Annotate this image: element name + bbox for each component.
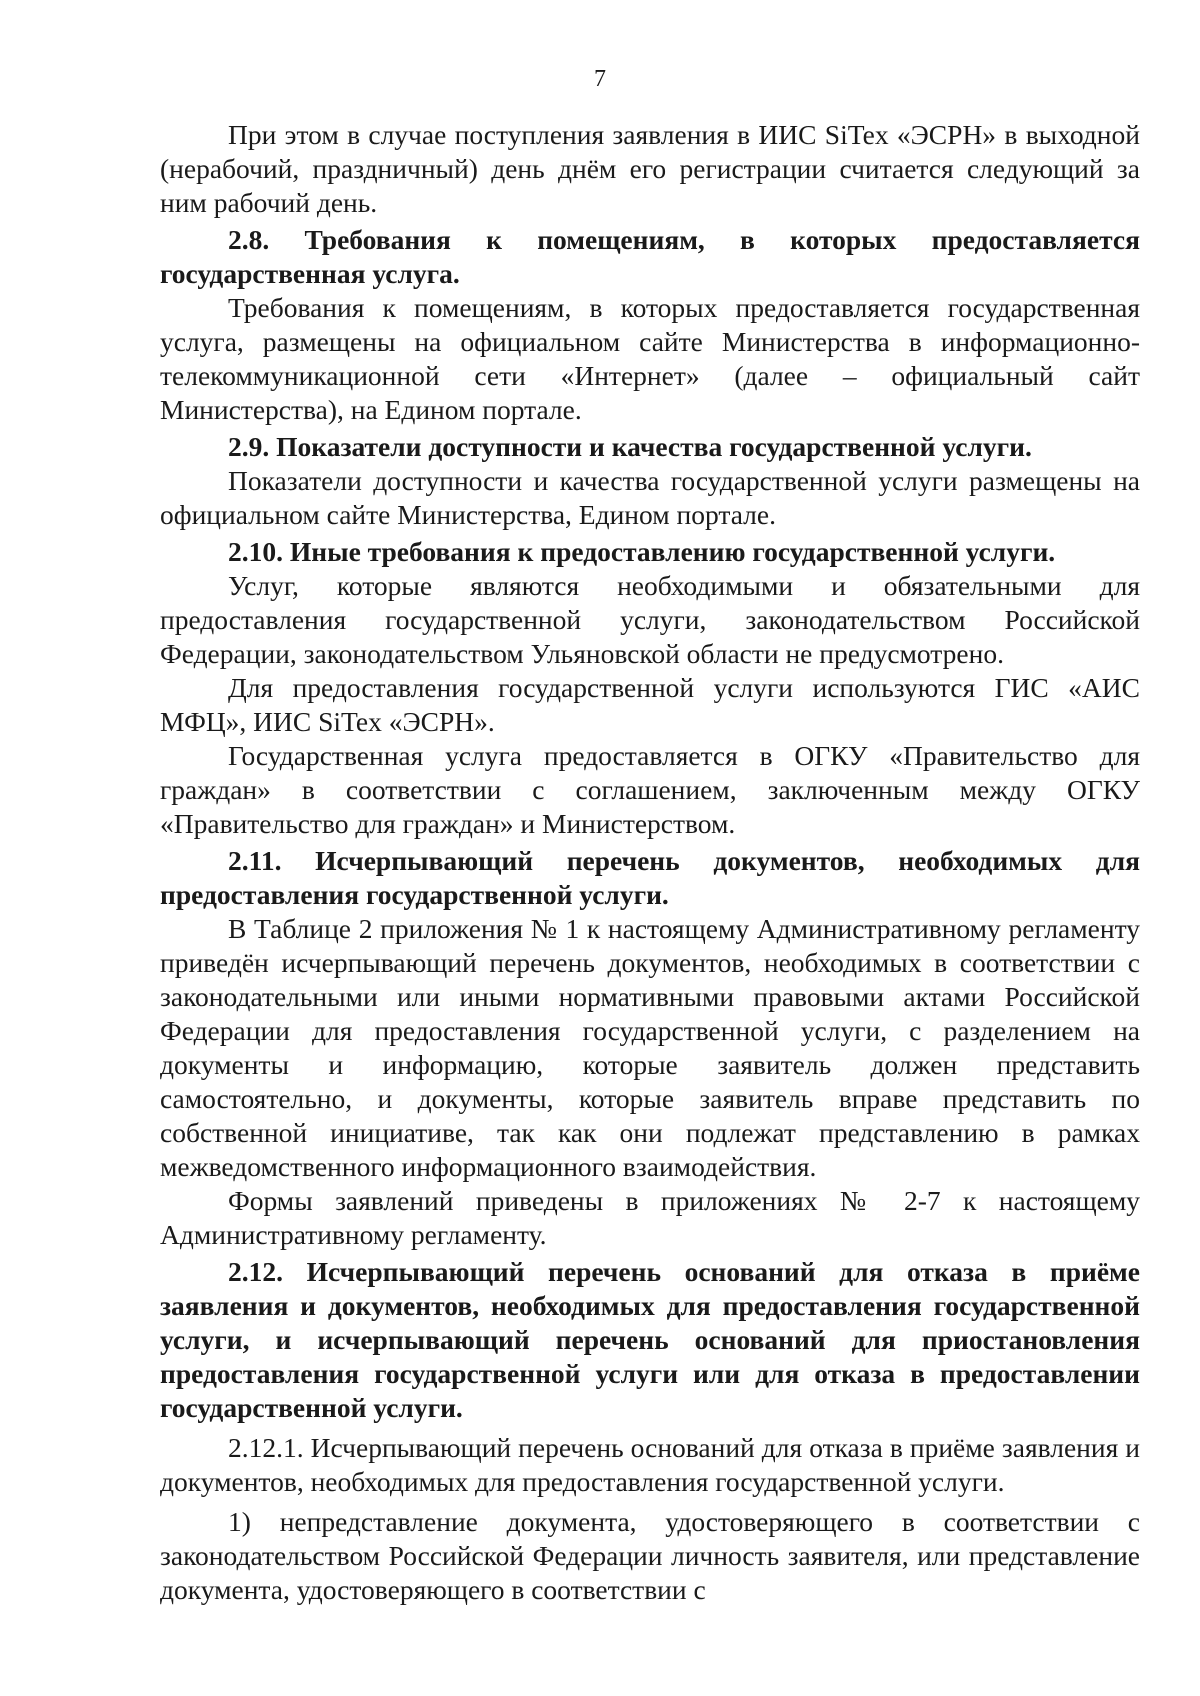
- body-paragraph: Для предоставления государственной услуги используются ГИС «АИС МФЦ», ИИС SiTex «ЭСРН».: [160, 672, 1140, 737]
- body-paragraph: Требования к помещениям, в которых предоставляется государственная услуга, размещены на официальном сайте Министерства в информационно-телекоммуникационной сети «Интернет» (далее – официальный сайт Министерства), на Едином портале.: [160, 292, 1140, 425]
- body-paragraph: 2.12.1. Исчерпывающий перечень оснований для отказа в приёме заявления и документов, необходимых для предоставления государственной услуги.: [160, 1432, 1140, 1497]
- section-heading: 2.8. Требования к помещениям, в которых предоставляется государственная услуга.: [160, 224, 1140, 289]
- body-paragraph: Формы заявлений приведены в приложениях № 2-7 к настоящему Административному регламенту.: [160, 1185, 1140, 1250]
- section-heading: 2.10. Иные требования к предоставлению государственной услуги.: [228, 536, 1056, 567]
- page-number: 7: [594, 66, 606, 92]
- body-paragraph: В Таблице 2 приложения № 1 к настоящему Административному регламенту приведён исчерпывающий перечень документов, необходимых в соответствии с законодательными или иными нормативными правовыми актами Российской Федерации для предоставления государственной услуги, с разделением на документы и информацию, которые заявитель должен представить самостоятельно, и документы, которые заявитель вправе представить по собственной инициативе, так как они подлежат представлению в рамках межведомственного информационного взаимодействия.: [160, 913, 1140, 1182]
- section-heading: 2.9. Показатели доступности и качества государственной услуги.: [228, 431, 1032, 462]
- document-body: [160, 118, 1140, 1607]
- body-paragraph: При этом в случае поступления заявления в ИИС SiTex «ЭСРН» в выходной (нерабочий, праздничный) день днём его регистрации считается следующий за ним рабочий день.: [160, 119, 1140, 218]
- body-paragraph: 1) непредставление документа, удостоверяющего в соответствии с законодательством Российской Федерации личность заявителя, или представление документа, удостоверяющего в соответствии с: [160, 1506, 1140, 1605]
- body-paragraph: Государственная услуга предоставляется в ОГКУ «Правительство для граждан» в соответствии с соглашением, заключенным между ОГКУ «Правительство для граждан» и Министерством.: [160, 740, 1140, 839]
- section-heading: 2.12. Исчерпывающий перечень оснований для отказа в приёме заявления и документов, необходимых для предоставления государственной услуги, и исчерпывающий перечень оснований для приостановления предоставления государственной услуги или для отказа в предоставлении государственной услуги.: [160, 1256, 1140, 1423]
- section-heading: 2.11. Исчерпывающий перечень документов, необходимых для предоставления государственной услуги.: [160, 845, 1140, 910]
- body-paragraph: Услуг, которые являются необходимыми и обязательными для предоставления государственной услуги, законодательством Российской Федерации, законодательством Ульяновской области не предусмотрено.: [160, 570, 1140, 669]
- body-paragraph: Показатели доступности и качества государственной услуги размещены на официальном сайте Министерства, Едином портале.: [160, 465, 1140, 530]
